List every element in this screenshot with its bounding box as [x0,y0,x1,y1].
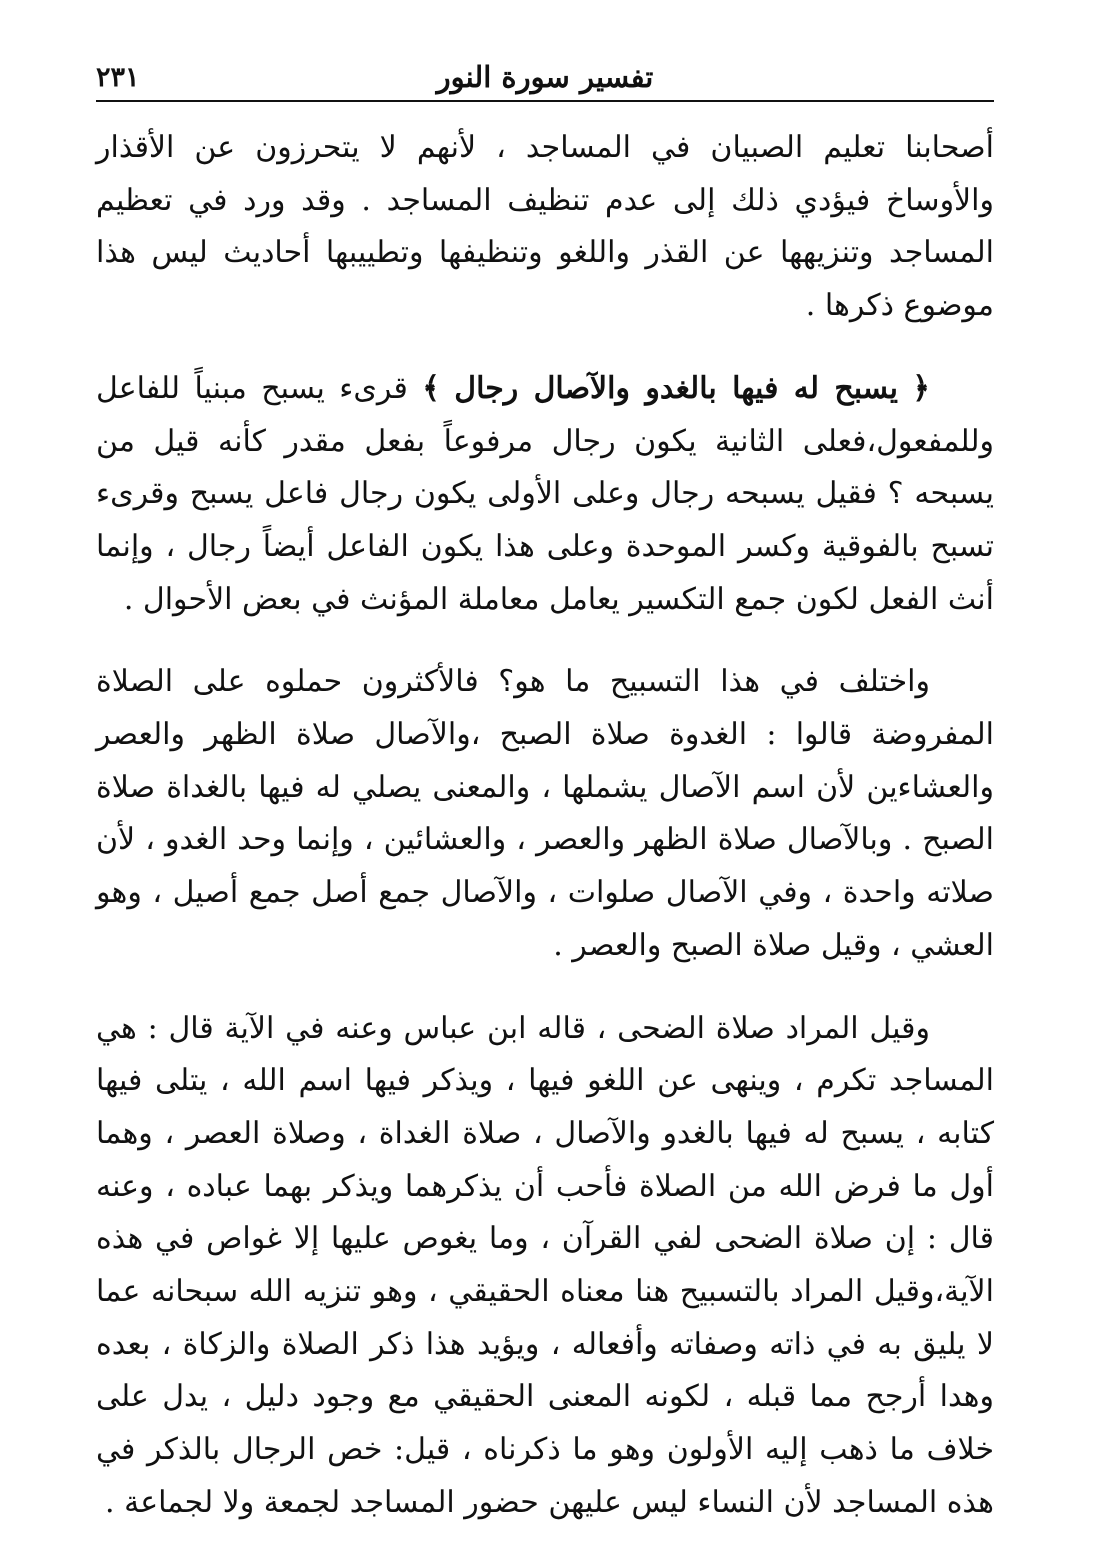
paragraph-2-text: قرىء يسبح مبنياً للفاعل وللمفعول،فعلى الثانية يكون رجال مرفوعاً بفعل مقدر كأنه قيل من يسبحه ؟ فقيل يسبحه رجال وعلى الأولى يكون رجال فاعل يسبح وقرىء تسبح بالفوقية وكسر الموحدة وعلى هذا يكون الفاعل أيضاً رجال ، وإنما أنث الفعل لكون جمع التكسير يعامل معاملة المؤنث في بعض الأحوال . [96,370,994,617]
paragraph-3: واختلف في هذا التسبيح ما هو؟ فالأكثرون حملوه على الصلاة المفروضة قالوا : الغدوة صلاة الصبح ،والآصال صلاة الظهر والعصر والعشاءين لأن اسم الآصال يشملها ، والمعنى يصلي له فيها بالغداة صلاة الصبح . وبالآصال صلاة الظهر والعصر ، والعشائين ، وإنما وحد الغدو ، لأن صلاته واحدة ، وفي الآصال صلوات ، والآصال جمع أصل جمع أصيل ، وهو العشي ، وقيل صلاة الصبح والعصر . [96,664,994,963]
quran-verse: يسبح له فيها بالغدو والآصال رجال [454,370,898,406]
quran-open-bracket: ﴿ [912,370,930,406]
page-header [96,58,994,102]
page-number: ٢٣١ [96,62,140,93]
quran-close-bracket: ﴾ [422,370,440,406]
body-text [96,122,994,1530]
running-title: تفسير سورة النور [436,60,654,94]
paragraph-1: أصحابنا تعليم الصبيان في المساجد ، لأنهم لا يتحرزون عن الأقذار والأوساخ فيؤدي ذلك إلى عدم تنظيف المساجد . وقد ورد في تعظيم المساجد وتنزيهها عن القذر واللغو وتنظيفها وتطييبها أحاديث ليس هذا موضوع ذكرها . [96,130,994,324]
paragraph-2 [96,363,994,627]
paragraph-4: وقيل المراد صلاة الضحى ، قاله ابن عباس وعنه في الآية قال : هي المساجد تكرم ، وينهى عن اللغو فيها ، ويذكر فيها اسم الله ، يتلى فيها كتابه ، يسبح له فيها بالغدو والآصال ، صلاة الغداة ، وصلاة العصر ، وهما أول ما فرض الله من الصلاة فأحب أن يذكرهما ويذكر بهما عباده ، وعنه قال : إن صلاة الضحى لفي القرآن ، وما يغوص عليها إلا غواص في هذه الآية،وقيل المراد بالتسبيح هنا معناه الحقيقي ، وهو تنزيه الله سبحانه عما لا يليق به في ذاته وصفاته وأفعاله ، ويؤيد هذا ذكر الصلاة والزكاة ، بعده وهدا أرجح مما قبله ، لكونه المعنى الحقيقي مع وجود دليل ، يدل على خلاف ما ذهب إليه الأولون وهو ما ذكرناه ، قيل: خص الرجال بالذكر في هذه المساجد لأن النساء ليس عليهن حضور المساجد لجمعة ولا لجماعة . [96,1010,994,1520]
